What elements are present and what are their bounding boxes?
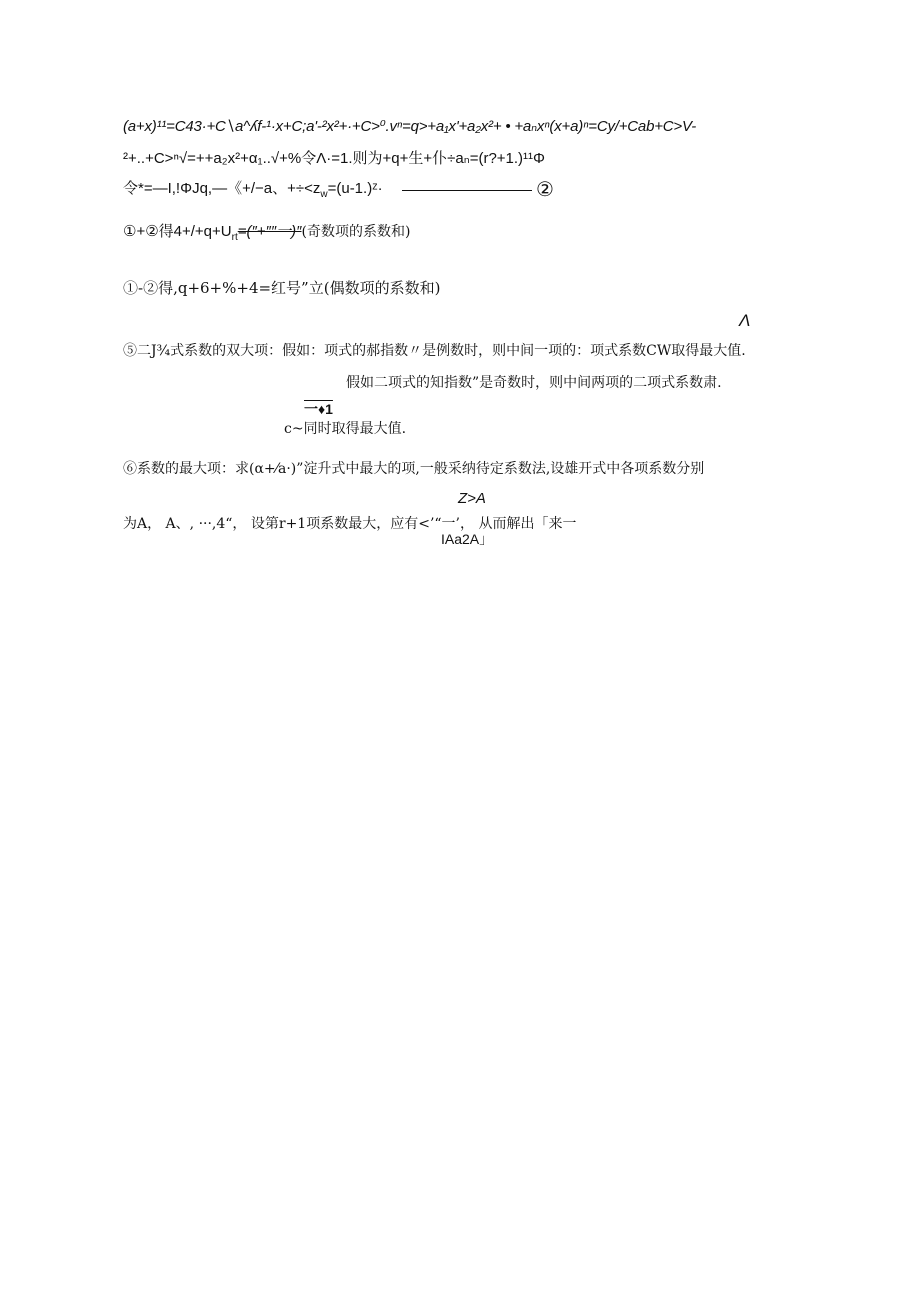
equation-number-2: ② <box>536 177 554 201</box>
sum-odd-formula: ①+②得4+/+q+U <box>123 223 232 240</box>
sum-odd-subscript: rt <box>231 232 238 243</box>
odd-exponent-line: 假如二项式的知指数”是奇数时，则中间两项的二项式系数肃. <box>346 375 722 391</box>
lambda-mark: Λ <box>739 311 751 330</box>
expansion-line-2: ²+..+C>ⁿ√=++a₂x²+α₁..√+%令Λ·=1.则为+q+生+仆÷aₙ=(r?+1.)¹¹Φ <box>123 150 546 167</box>
sum-odd-fraction: =(″+″″一)″ <box>237 223 302 240</box>
substitution-result: =(u-1.)ᶻ· <box>327 180 383 197</box>
sum-even-terms-line: ①-②得,q+6+%+4=红号”立(偶数项的系数和) <box>123 279 441 297</box>
solution-formula: IAa2A」 <box>441 531 494 547</box>
substitution-line <box>123 180 383 200</box>
substitution-subscript: w <box>320 189 328 200</box>
max-term-line: ⑥系数的最大项：求(α+⁄a·)”淀升式中最大的项,一般采纳待定系数法,设雄开式中各项系数分别 <box>123 461 705 477</box>
sum-odd-note: (奇数项的系数和) <box>301 224 411 240</box>
sum-odd-terms-line <box>123 222 410 243</box>
coefficient-list-line: 为A， A、, ···,4“， 设第r+1项系数最大，应有<’“一’， 从而解出「来一 <box>123 516 577 532</box>
binomial-max-coefficient-line: ⑤二J¾式系数的双大项：假如：项式的郝指数〃是例数时，则中间一项的：项式系数CW取得最大值. <box>123 343 746 359</box>
substitution-text: 令*=—I,!ΦJq,—《+/−a、+÷<z <box>123 180 321 197</box>
fraction-numerator: 一♦1 <box>304 401 333 417</box>
expansion-line-1: (a+x)¹¹=C43·+C∖a^ʎf-¹·x+C;a'-²x²+·+C>⁰.vⁿ=q>+a₁x'+a₂x²+ • +aₙxⁿ(x+a)ⁿ=Cy/+Cab+C>V- <box>123 118 697 135</box>
equation-rule <box>402 190 532 191</box>
simultaneous-max-line: c~同时取得最大值. <box>284 421 407 437</box>
inequality-mark: Z>A <box>458 490 486 507</box>
